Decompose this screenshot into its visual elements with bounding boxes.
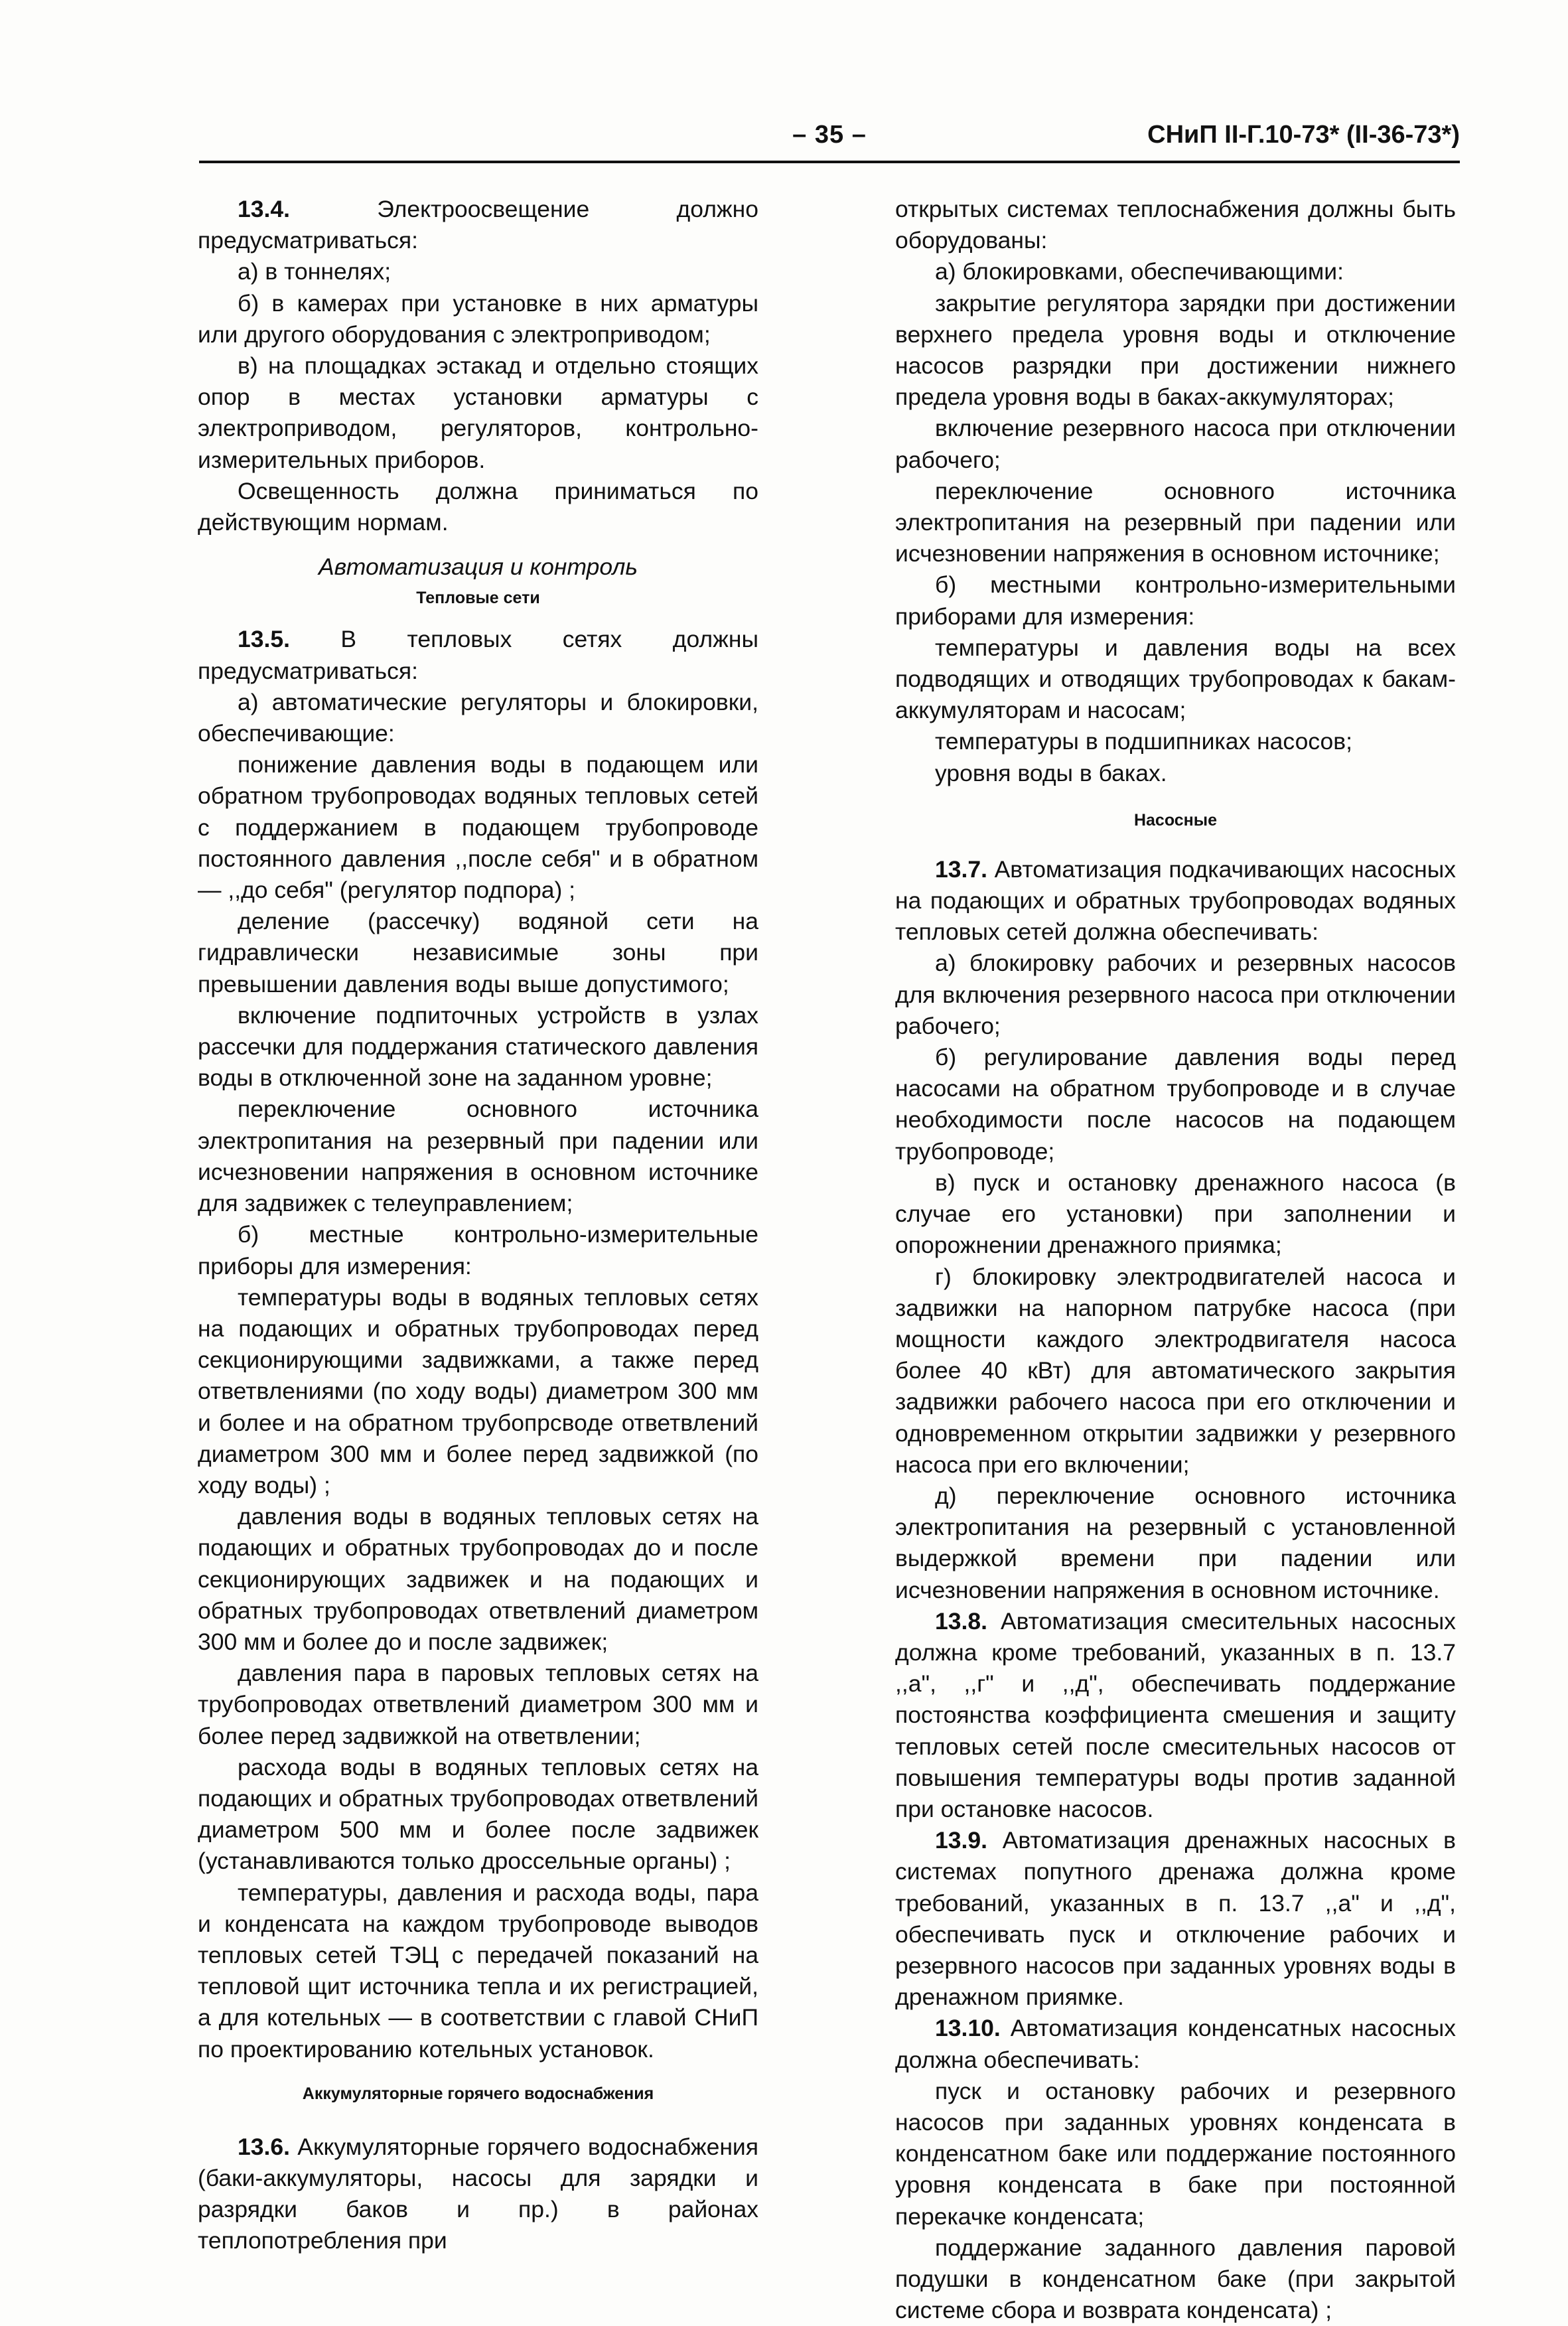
subsection-heading: Тепловые сети — [416, 589, 540, 608]
section-13-10 — [895, 2013, 1456, 2075]
section-number: 13.10. — [935, 2015, 1001, 2042]
section-number: 13.8. — [935, 1607, 987, 1635]
section-13-5 — [198, 624, 758, 686]
section-text: Электроосвещение должно предусматриваться: — [198, 196, 758, 254]
section-number: 13.4. — [238, 196, 290, 222]
list-item: уровня воды в баках. — [935, 759, 1167, 786]
list-item: понижение давления воды в подающем или обратном трубопроводах водяных тепловых сетей с поддержанием в подающем трубопроводе постоянного давления ,,после себя" и в обратном — ,,до себя" (регулятор подпора) ; — [198, 751, 758, 904]
section-13-7 — [895, 854, 1456, 948]
section-number: 13.7. — [935, 855, 987, 883]
list-item: температуры воды в водяных тепловых сетях на подающих и обратных трубопроводах перед секционирующими задвижками, а также перед ответвлениями (по ходу воды) диаметром 300 мм и более и на обратном трубопрсводе ответвлений диаметром 300 мм и более перед задвижкой (по ходу воды) ; — [198, 1283, 758, 1498]
list-item: закрытие регулятора зарядки при достижении верхнего предела уровня воды и отключение насосов разрядки при достижении нижнего предела уровня воды в баках-аккумуляторах; — [895, 289, 1456, 411]
section-13-8 — [895, 1606, 1456, 1825]
right-column — [895, 194, 1456, 2326]
header-rule — [199, 161, 1460, 163]
section-13-9 — [895, 1825, 1456, 2013]
section-text: Автоматизация смесительных насосных должна кроме требований, указанных в п. 13.7 ,,а", ,,г" и ,,д", обеспечивать поддержание постоянства коэффициента смешения и защиту тепловых сетей после смесительных насосов от повышения температуры воды против заданной при остановке насосов. — [895, 1607, 1456, 1822]
list-item: расхода воды в водяных тепловых сетях на подающих и обратных трубопроводах ответвлений диаметром 500 мм и более после задвижек (устанавливаются только дроссельные органы) ; — [198, 1753, 758, 1875]
list-item: деление (рассечку) водяной сети на гидравлически независимые зоны при превышении давления воды выше допустимого; — [198, 908, 758, 997]
list-item: переключение основного источника электропитания на резервный при падении или исчезновении напряжения в основном источнике для задвижек с телеуправлением; — [198, 1096, 758, 1217]
list-item: включение резервного насоса при отключении рабочего; — [895, 415, 1456, 473]
section-number: 13.6. — [238, 2133, 290, 2160]
section-text: Автоматизация конденсатных насосных должна обеспечивать: — [895, 2015, 1456, 2073]
section-text: Автоматизация дренажных насосных в системах попутного дренажа должна кроме требований, указанных в п. 13.7 ,,а" и ,,д", обеспечивать пуск и отключение рабочих и резервного насосов при заданных уровнях воды в дренажном приямке. — [895, 1827, 1456, 2011]
list-item: температуры и давления воды на всех подводящих и отводящих трубопроводах к бакам-аккумуляторам и насосам; — [895, 634, 1456, 724]
list-item: в) на площадках эстакад и отдельно стоящих опор в местах установки арматуры с электроприводом, регуляторов, контрольно-измерительных приборов. — [198, 352, 758, 473]
page-header — [199, 121, 1460, 174]
list-item: температуры, давления и расхода воды, пара и конденсата на каждом трубопроводе выводов тепловых сетей ТЭЦ с передачей показаний на тепловой щит источника тепла и их регистрацией, а для котельных — в соответствии с главой СНиП по проектированию котельных установок. — [198, 1879, 758, 2063]
section-text: Аккумуляторные горячего водоснабжения (баки-аккумуляторы, насосы для зарядки и разрядки баков и пр.) в районах теплопотребления при — [198, 2133, 758, 2254]
paragraph: Освещенность должна приниматься по действующим нормам. — [198, 477, 758, 536]
list-item: а) блокировку рабочих и резервных насосов для включения резервного насоса при отключении рабочего; — [895, 950, 1456, 1039]
list-item: а) блокировками, обеспечивающими: — [935, 258, 1344, 285]
list-item: переключение основного источника электропитания на резервный при падении или исчезновении напряжения в основном источнике; — [895, 477, 1456, 567]
list-item: поддержание заданного давления паровой подушки в конденсатном баке (при закрытой системе сбора и возврата конденсата) ; — [895, 2234, 1456, 2324]
list-item: включение подпиточных устройств в узлах рассечки для поддержания статического давления воды в отключенной зоне на заданном уровне; — [198, 1001, 758, 1092]
document-code: СНиП II-Г.10-73* (II-36-73*) — [1147, 121, 1460, 149]
list-item: а) в тоннелях; — [238, 258, 392, 285]
list-item: в) пуск и остановку дренажного насоса (в случае его установки) при заполнении и опорожнении дренажного приямка; — [895, 1169, 1456, 1259]
list-item: температуры в подшипниках насосов; — [935, 728, 1352, 755]
subsection-heading: Насосные — [1133, 810, 1218, 830]
list-item: б) местными контрольно-измерительными приборами для измерения: — [895, 571, 1456, 630]
section-heading: Автоматизация и контроль — [318, 553, 638, 581]
list-item: б) в камерах при установке в них арматуры или другого оборудования с электроприводом; — [198, 289, 758, 348]
section-13-6 — [198, 2132, 758, 2257]
list-item: г) блокировку электродвигателей насоса и задвижки на напорном патрубке насоса (при мощности каждого электродвигателя насоса более 40 кВт) для автоматического закрытия задвижки рабочего насоса при его отключении и одновременном открытии задвижки у резервного насоса при его включении; — [895, 1263, 1456, 1478]
list-item: б) местные контрольно-измерительные приборы для измерения: — [198, 1221, 758, 1279]
list-item: б) регулирование давления воды перед насосами на обратном трубопроводе и в случае необходимости после насосов на подающем трубопроводе; — [895, 1044, 1456, 1165]
section-number: 13.5. — [238, 626, 290, 653]
subsection-heading: Аккумуляторные горячего водоснабжения — [302, 2084, 654, 2103]
section-text: В тепловых сетях должны предусматриваться: — [198, 626, 758, 684]
section-number: 13.9. — [935, 1827, 987, 1854]
list-item: а) автоматические регуляторы и блокировки, обеспечивающие: — [198, 688, 758, 747]
paragraph: открытых системах теплоснабжения должны быть оборудованы: — [895, 196, 1456, 254]
list-item: пуск и остановку рабочих и резервного насосов при заданных уровнях конденсата в конденсатном баке или поддержание постоянного уровня конденсата в баке при постоянной перекачке конденсата; — [895, 2077, 1456, 2230]
section-text: Автоматизация подкачивающих насосных на подающих и обратных трубопроводах водяных тепловых сетей должна обеспечивать: — [895, 855, 1456, 946]
list-item: д) переключение основного источника электропитания на резервный с установленной выдержкой времени при падении или исчезновении напряжения в основном источнике. — [895, 1482, 1456, 1603]
list-item: давления воды в водяных тепловых сетях на подающих и обратных трубопроводах до и после секционирующих задвижек и на подающих и обратных трубопроводах ответвлений диаметром 300 мм и более до и после задвижек; — [198, 1503, 758, 1655]
left-column — [198, 194, 758, 2257]
page-number: – 35 – — [792, 121, 867, 149]
section-13-4 — [198, 194, 758, 256]
list-item: давления пара в паровых тепловых сетях на трубопроводах ответвлений диаметром 300 мм и более перед задвижкой на ответвлении; — [198, 1660, 758, 1749]
